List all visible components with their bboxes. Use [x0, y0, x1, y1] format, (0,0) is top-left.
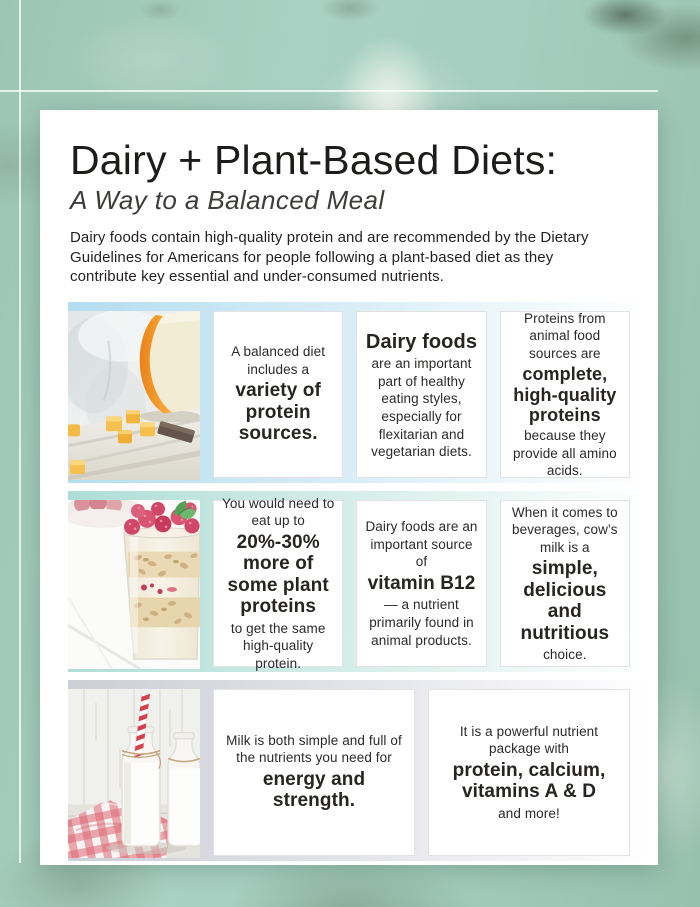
page-subtitle: A Way to a Balanced Meal — [70, 184, 385, 215]
card-text-pre: You would need to eat up to — [222, 495, 335, 529]
card-text-post: to get the same high-quality protein. — [230, 620, 326, 671]
info-card — [428, 689, 630, 856]
yogurt-parfait-photo — [68, 500, 200, 669]
card-text-pre: Dairy foods are an important source of — [365, 519, 478, 570]
card-text-post: — a nutrient primarily found in animal products. — [369, 597, 474, 648]
card-text-post: are an important part of healthy eating styles, especially for flexitarian and vegetarian diets. — [371, 356, 472, 460]
info-card — [213, 311, 343, 478]
card-text-post: and more! — [498, 805, 560, 821]
info-card — [356, 500, 486, 667]
card-text-post: choice. — [543, 647, 587, 663]
page-title: Dairy + Plant-Based Diets: — [70, 137, 558, 183]
card-text-bold: simple, delicious and nutritious — [520, 558, 610, 644]
card-text-pre: Proteins from animal food sources are — [524, 310, 606, 361]
milk-bottles-photo — [68, 689, 200, 858]
cheese-photo — [68, 311, 200, 480]
frame-line-vertical — [19, 0, 21, 863]
card-text-pre: A balanced diet includes a — [231, 343, 326, 377]
info-card — [213, 689, 415, 856]
info-card — [213, 495, 343, 671]
parfait-glass — [124, 528, 200, 659]
milk-photo-illustration — [68, 689, 200, 858]
info-card — [500, 500, 630, 667]
card-text-pre: Milk is both simple and full of the nutrients you need for — [226, 732, 402, 766]
card-text-bold: protein, calcium, vitamins A & D — [452, 760, 606, 803]
info-row-plant-protein — [68, 491, 648, 672]
intro-paragraph: Dairy foods contain high-quality protein and are recommended by the Dietary Guidelines for Americans for people following a plant-based diet as they contribute key essential and under-consumed nutrients. — [70, 228, 589, 286]
card-text-pre: It is a powerful nutrient package with — [459, 723, 599, 757]
content-panel — [40, 110, 658, 865]
info-row-protein — [68, 302, 648, 483]
card-text-bold: 20%-30% more of some plant proteins — [227, 532, 329, 618]
info-card — [356, 311, 486, 478]
info-rows — [68, 302, 648, 861]
card-text-bold: complete, high-quality proteins — [513, 364, 617, 425]
card-text-bold: energy and strength. — [262, 768, 366, 812]
yogurt-photo-illustration — [68, 500, 200, 669]
card-text-post: because they provide all amino acids. — [512, 428, 617, 479]
info-row-milk — [68, 680, 648, 861]
card-text-bold: variety of protein sources. — [235, 380, 321, 444]
card-text-bold: Dairy foods — [365, 330, 478, 353]
cheese-photo-illustration — [68, 311, 200, 480]
frame-line-horizontal — [0, 90, 658, 92]
card-text-pre: When it comes to beverages, cow’s milk is a — [511, 504, 618, 555]
info-card — [500, 311, 630, 478]
card-text-bold: vitamin B12 — [367, 572, 476, 594]
